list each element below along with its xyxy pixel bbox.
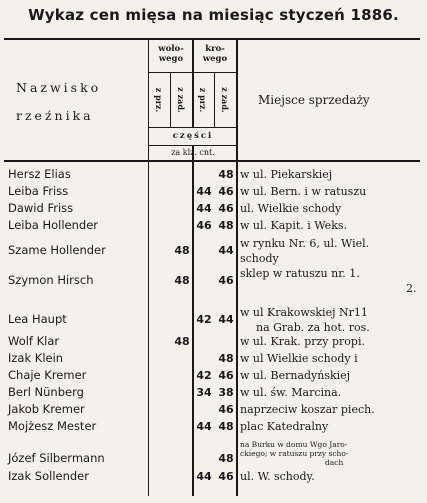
table-row-place: ckiego; w ratuszu przy scho-: [240, 449, 349, 458]
table-row-name: Leiba Friss: [8, 184, 69, 198]
table-row-price: 48: [218, 452, 234, 465]
table-row-place: w ul. Krak. przy propi.: [240, 335, 365, 348]
table-row-name: Szame Hollender: [8, 243, 106, 257]
table-row-name: Wolf Klar: [8, 334, 60, 348]
table-row-price: 46: [218, 202, 234, 215]
table-row-place: w ul Krakowskiej Nr11: [240, 306, 368, 319]
table-row-price: 48: [174, 274, 190, 287]
header-krowego: kro- wego: [202, 44, 228, 65]
table-row-place: dach: [325, 458, 344, 467]
table-row-place: w ul. Bernadyńskiej: [240, 369, 351, 382]
table-row-price: 46: [218, 274, 234, 287]
table-row-price: 46: [218, 403, 234, 416]
table-row-place: ul. Wielkie schody: [240, 202, 342, 215]
table-row-price: 44: [218, 244, 234, 257]
col-rule-place: [236, 38, 238, 496]
header-place: Miejsce sprzedaży: [258, 93, 370, 107]
header-w-z-zad: z zad.: [176, 87, 186, 113]
col-rule-w2: [192, 38, 194, 128]
table-row-name: Jakob Kremer: [8, 402, 85, 416]
table-row-name: Izak Klein: [8, 351, 64, 365]
table-row-price: 48: [174, 244, 190, 257]
table-row-name: Józef Silbermann: [8, 451, 105, 465]
table-row-place: plac Katedralny: [240, 420, 329, 433]
table-row-price: 34: [196, 386, 212, 399]
page-title: Wykaz cen mięsa na miesiąc styczeń 1886.: [28, 6, 399, 24]
table-row-name: Szymon Hirsch: [8, 273, 94, 287]
header-k-z-prz: z prz.: [198, 87, 208, 113]
table-row-price: 44: [196, 185, 212, 198]
table-row-price: 48: [218, 420, 234, 433]
table-row-name: Chaje Kremer: [8, 368, 87, 382]
table-row-name: Mojżesz Mester: [8, 419, 97, 433]
table-row-place: na Grab. za hot. ros.: [256, 321, 370, 334]
table-row-place: naprzeciw koszar piech.: [240, 403, 375, 416]
table-row-place: w ul. Bern. i w ratuszu: [240, 185, 367, 198]
table-row-price: 46: [196, 219, 212, 232]
table-row-price: 42: [196, 313, 212, 326]
table-row-name: Dawid Friss: [8, 201, 74, 215]
table-row-price: 44: [196, 420, 212, 433]
col-rule-w1: [170, 72, 171, 128]
header-bottom-rule: [4, 160, 420, 162]
col-rule-name: [148, 38, 149, 496]
table-row-price: 46: [218, 369, 234, 382]
table-row-place: w ul Wielkie schody i: [240, 352, 358, 365]
table-row-price: 42: [196, 369, 212, 382]
table-row-place: w ul. Piekarskiej: [240, 168, 333, 181]
table-row-place: sklep w ratuszu nr. 1.: [240, 267, 360, 280]
table-row-place: w ul. Kapit. i Weks.: [240, 219, 347, 232]
header-k-z-zad: z zad.: [220, 87, 230, 113]
table-row-price: 44: [196, 202, 212, 215]
table-row-name: Hersz Elias: [8, 167, 71, 181]
table-row-price: 44: [218, 313, 234, 326]
header-name-line1: Nazwisko: [16, 80, 102, 95]
header-wolowego: woło- wego: [158, 44, 184, 65]
table-row-price: 46: [218, 470, 234, 483]
table-row-name: Leiba Hollender: [8, 218, 99, 232]
table-row-name: Izak Sollender: [8, 469, 89, 483]
header-name-line2: rzeźnika: [16, 108, 94, 123]
col-rule-k1: [214, 72, 215, 128]
table-row-place: w ul. św. Marcina.: [240, 386, 342, 399]
table-row-price: 44: [196, 470, 212, 483]
table-row-place: w rynku Nr. 6, ul. Wiel.: [240, 237, 370, 250]
table-row-place: schody: [240, 252, 279, 265]
table-row-price: 48: [218, 168, 234, 181]
col-rule-w2b: [192, 145, 194, 496]
table-row-price: 46: [218, 185, 234, 198]
table-row-name: Berl Nünberg: [8, 385, 84, 399]
table-row-place: 2.: [406, 282, 417, 295]
header-unit: za klz. cnt.: [171, 148, 215, 157]
table-row-price: 48: [218, 352, 234, 365]
table-row-price: 48: [174, 335, 190, 348]
table-row-name: Lea Haupt: [8, 312, 67, 326]
table-row-price: 48: [218, 219, 234, 232]
table-row-place: ul. W. schody.: [240, 470, 315, 483]
header-czesci: części: [172, 131, 214, 141]
header-w-z-prz: z prz.: [154, 87, 164, 113]
top-rule: [4, 38, 420, 40]
table-row-price: 38: [218, 386, 234, 399]
table-row-place: na Burku w domu Wgo Jaro-: [240, 440, 348, 449]
